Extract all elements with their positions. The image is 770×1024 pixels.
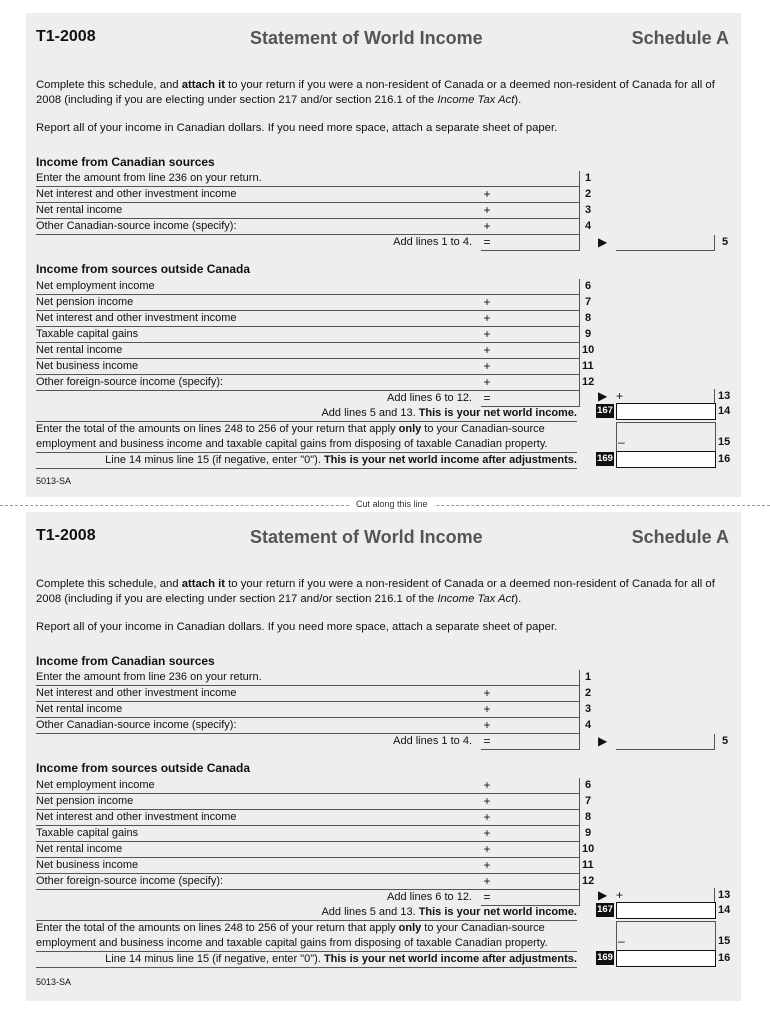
line-15-field[interactable]: [616, 422, 716, 454]
line-9-field[interactable]: [481, 826, 580, 842]
line-9-label: Taxable capital gains: [36, 826, 506, 842]
foreign-heading: Income from sources outside Canada: [36, 262, 251, 276]
arrow-icon: ▶: [598, 734, 608, 748]
line-12-label: Other foreign-source income (specify):: [36, 375, 506, 391]
line-9-op: +: [483, 327, 491, 341]
line-12-number: 12: [582, 376, 595, 388]
line-9-number: 9: [585, 827, 592, 839]
line-2-op: +: [483, 187, 491, 201]
line-16-text: Line 14 minus line 15 (if negative, enter "0"). This is your net world income after adjustments.: [36, 453, 577, 469]
arrow-icon: ▶: [598, 235, 608, 249]
line-2-label: Net interest and other investment income: [36, 686, 506, 702]
line-7-number: 7: [585, 296, 592, 308]
line-6-field[interactable]: [481, 279, 580, 295]
arrow-icon: ▶: [598, 888, 608, 902]
add-lines-6-12: Add lines 6 to 12.: [386, 891, 472, 903]
line-11-op: +: [483, 858, 491, 872]
line-3-number: 3: [585, 204, 592, 216]
lines-6-12-op: =: [483, 391, 491, 405]
line-12-number: 12: [582, 875, 595, 887]
line-14-number: 14: [718, 405, 731, 417]
line-9-field[interactable]: [481, 327, 580, 343]
line-5-field[interactable]: [616, 734, 715, 750]
line-15-number: 15: [718, 436, 731, 448]
lines-6-12-total-field[interactable]: [481, 391, 580, 407]
line-16-field[interactable]: [616, 950, 716, 967]
line-12-op: +: [483, 874, 491, 888]
line-7-field[interactable]: [481, 794, 580, 810]
form-copy-top: [26, 13, 741, 497]
line-12-op: +: [483, 375, 491, 389]
intro-text: Complete this schedule, and attach it to your return if you were a non-resident of Canada or a deemed non-resident of Canada for all of 2008 (including if you are electing under section 217 and/or section 216.1 of the Income Tax Act).: [36, 79, 715, 106]
line-7-field[interactable]: [481, 295, 580, 311]
line-11-field[interactable]: [481, 359, 580, 375]
line-7-op: +: [483, 794, 491, 808]
line-1-number: 1: [585, 671, 592, 683]
line-4-label: Other Canadian-source income (specify):: [36, 219, 506, 235]
line-1-label: Enter the amount from line 236 on your return.: [36, 670, 506, 686]
line-2-op: +: [483, 686, 491, 700]
line-2-number: 2: [585, 687, 592, 699]
line-3-field[interactable]: [481, 702, 580, 718]
line-12-field[interactable]: [481, 874, 580, 890]
line-13-op: +: [616, 888, 624, 902]
line-8-op: +: [483, 810, 491, 824]
line-14-number: 14: [718, 904, 731, 916]
line-15-text: Enter the total of the amounts on lines 248 to 256 of your return that apply only to your Canadian-source employment and business income and taxable capital gains from disposing of taxable Canadian property.: [36, 921, 577, 952]
line-10-op: +: [483, 343, 491, 357]
schedule-label: Schedule A: [631, 28, 729, 48]
line-4-label: Other Canadian-source income (specify):: [36, 718, 506, 734]
line-8-number: 8: [585, 312, 592, 324]
line-16-number: 16: [718, 952, 731, 964]
line-7-op: +: [483, 295, 491, 309]
line-2-field[interactable]: [481, 686, 580, 702]
line-2-field[interactable]: [481, 187, 580, 203]
line-12-label: Other foreign-source income (specify):: [36, 874, 506, 890]
lines-1-4-op: =: [483, 235, 491, 249]
line-4-number: 4: [585, 719, 592, 731]
line-8-label: Net interest and other investment income: [36, 311, 506, 327]
line-16-tag: 169: [597, 952, 613, 963]
line-1-field[interactable]: [481, 670, 580, 686]
line-4-op: +: [483, 718, 491, 732]
line-10-op: +: [483, 842, 491, 856]
line-14-tag: 167: [597, 904, 613, 915]
line-1-number: 1: [585, 172, 592, 184]
line-7-label: Net pension income: [36, 295, 506, 311]
lines-6-12-total-field[interactable]: [481, 890, 580, 906]
foreign-heading: Income from sources outside Canada: [36, 761, 251, 775]
line-8-field[interactable]: [481, 810, 580, 826]
line-6-number: 6: [585, 779, 592, 791]
line-10-number: 10: [582, 344, 595, 356]
line-11-number: 11: [582, 859, 594, 871]
line-6-number: 6: [585, 280, 592, 292]
line-16-field[interactable]: [616, 451, 716, 468]
line-6-field[interactable]: [481, 778, 580, 794]
line-14-field[interactable]: [616, 403, 716, 420]
intro-text: Complete this schedule, and attach it to your return if you were a non-resident of Canada or a deemed non-resident of Canada for all of 2008 (including if you are electing under section 217 and/or section 216.1 of the Income Tax Act).: [36, 578, 715, 605]
line-11-op: +: [483, 359, 491, 373]
line-11-label: Net business income: [36, 858, 506, 874]
line-11-label: Net business income: [36, 359, 506, 375]
add-lines-5-13: Add lines 5 and 13. This is your net world income.: [36, 406, 577, 422]
line-14-tag: 167: [597, 405, 613, 416]
line-8-op: +: [483, 311, 491, 325]
line-6-label: Net employment income: [36, 279, 506, 295]
report-text: Report all of your income in Canadian dollars. If you need more space, attach a separate sheet of paper.: [36, 621, 558, 633]
line-16-tag: 169: [597, 453, 613, 464]
line-3-op: +: [483, 702, 491, 716]
line-10-label: Net rental income: [36, 842, 506, 858]
add-lines-1-4: Add lines 1 to 4.: [393, 735, 472, 747]
line-3-label: Net rental income: [36, 203, 506, 219]
line-3-number: 3: [585, 703, 592, 715]
line-6-label: Net employment income: [36, 778, 506, 794]
form-title: Statement of World Income: [250, 527, 483, 547]
line-2-number: 2: [585, 188, 592, 200]
form-copy-bottom: [26, 512, 741, 1001]
canadian-heading: Income from Canadian sources: [36, 155, 215, 169]
line-11-field[interactable]: [481, 858, 580, 874]
line-4-number: 4: [585, 220, 592, 232]
line-5-number: 5: [722, 735, 729, 747]
line-12-field[interactable]: [481, 375, 580, 391]
line-10-field[interactable]: [481, 343, 580, 359]
line-3-label: Net rental income: [36, 702, 506, 718]
lines-1-4-op: =: [483, 734, 491, 748]
line-9-number: 9: [585, 328, 592, 340]
add-lines-1-4: Add lines 1 to 4.: [393, 236, 472, 248]
line-9-label: Taxable capital gains: [36, 327, 506, 343]
line-4-field[interactable]: [481, 219, 580, 235]
lines-1-4-total-field[interactable]: [481, 235, 580, 251]
line-3-op: +: [483, 203, 491, 217]
line-5-field[interactable]: [616, 235, 715, 251]
line-13-op: +: [616, 389, 624, 403]
report-text: Report all of your income in Canadian dollars. If you need more space, attach a separate sheet of paper.: [36, 122, 558, 134]
lines-6-12-op: =: [483, 890, 491, 904]
schedule-label: Schedule A: [631, 527, 729, 547]
form-code: T1-2008: [36, 527, 96, 544]
line-14-field[interactable]: [616, 902, 716, 919]
line-15-text: Enter the total of the amounts on lines 248 to 256 of your return that apply only to your Canadian-source employment and business income and taxable capital gains from disposing of taxable Canadian property.: [36, 422, 577, 453]
form-title: Statement of World Income: [250, 28, 483, 48]
line-16-text: Line 14 minus line 15 (if negative, enter "0"). This is your net world income after adjustments.: [36, 952, 577, 968]
add-lines-5-13: Add lines 5 and 13. This is your net world income.: [36, 905, 577, 921]
line-13-number: 13: [718, 390, 731, 402]
line-11-number: 11: [582, 360, 594, 372]
add-lines-6-12: Add lines 6 to 12.: [386, 392, 472, 404]
line-2-label: Net interest and other investment income: [36, 187, 506, 203]
line-1-field[interactable]: [481, 171, 580, 187]
line-8-field[interactable]: [481, 311, 580, 327]
line-6-op: +: [483, 778, 491, 792]
form-code: T1-2008: [36, 28, 96, 45]
line-5-number: 5: [722, 236, 729, 248]
line-7-label: Net pension income: [36, 794, 506, 810]
cut-label: Cut along this line: [350, 499, 434, 509]
line-10-field[interactable]: [481, 842, 580, 858]
line-10-number: 10: [582, 843, 595, 855]
line-15-number: 15: [718, 935, 731, 947]
lines-1-4-total-field[interactable]: [481, 734, 580, 750]
line-9-op: +: [483, 826, 491, 840]
line-15-op: –: [618, 934, 625, 948]
line-7-number: 7: [585, 795, 592, 807]
form-number: 5013-SA: [36, 977, 72, 987]
arrow-icon: ▶: [598, 389, 608, 403]
line-10-label: Net rental income: [36, 343, 506, 359]
line-1-label: Enter the amount from line 236 on your return.: [36, 171, 506, 187]
line-13-number: 13: [718, 889, 731, 901]
line-15-op: –: [618, 435, 625, 449]
line-16-number: 16: [718, 453, 731, 465]
form-number: 5013-SA: [36, 476, 72, 486]
canadian-heading: Income from Canadian sources: [36, 654, 215, 668]
line-15-field[interactable]: [616, 921, 716, 953]
line-8-number: 8: [585, 811, 592, 823]
line-8-label: Net interest and other investment income: [36, 810, 506, 826]
line-4-field[interactable]: [481, 718, 580, 734]
line-3-field[interactable]: [481, 203, 580, 219]
line-4-op: +: [483, 219, 491, 233]
